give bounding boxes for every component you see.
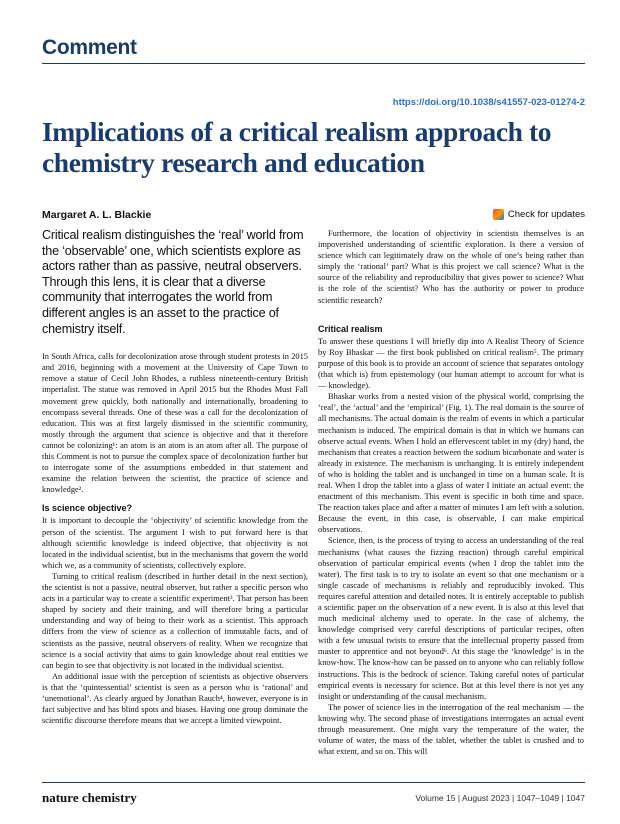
article-title: Implications of a critical realism approach to chemistry research and education [42, 116, 552, 178]
header-rule [42, 63, 585, 64]
journal-name: nature chemistry [42, 790, 137, 805]
body-paragraph: To answer these questions I will briefly dip into A Realist Theory of Science by Roy Bhaskar — the first book published on critical realism⁵. The primary purpose of this book is to provide an account of science that separates ontology (that which is) from epistemology (our human attempt to account for what is — knowledge). [318, 336, 584, 391]
section-heading: Critical realism [318, 323, 383, 334]
footer-rule [42, 782, 585, 783]
right-column [318, 228, 584, 757]
doi-link[interactable]: https://doi.org/10.1038/s41557-023-01274-2 [392, 97, 585, 108]
body-paragraph: Science, then, is the process of trying to access an understanding of the real mechanisms (what causes the fizzing reaction) through careful empirical observation of particular empirical events (when I drop the tablet into the water). The first task is to try to isolate an event so that one mechanism or a single cascade of mechanisms is reliably and reproducibly invoked. This requires careful attention and detailed notes. It is entirely acceptable to publish a scientific paper on the observation of a new event. It is also at this level that much medicinal alchemy used to operate. In the case of alchemy, the knowledge comprised very careful descriptions of particular recipes, often with a few unusual twists to ensure that the intellectual property passed from master to apprentice and not beyond⁶. At this stage the ‘knowledge’ is in the know-how. The know-how can be passed on to anyone who can reliably follow instructions. This is the bedrock of science. Taking careful notes of particular empirical events is necessary for science. But at this level there is not yet any insight or understanding of the causal mechanism. [318, 536, 584, 701]
body-paragraph: Turning to critical realism (described in further detail in the next section), the scientist is not a passive, neutral observer, but rather a specific person who acts in a particular way to create a scientific experiment³. That person has been shaped by society and their training, and will therefore bring a particular understanding and way of being to their work as a scientist. This approach differs from the view of science as a collection of immutable facts, and of scientists as the passive, neutral observers of reality. When we recognize that science is a social activity that aims to gain knowledge about real entities we can begin to see that objectivity is not located in the individual scientist. [42, 571, 308, 670]
left-column [42, 228, 308, 726]
body-paragraph: The power of science lies in the interrogation of the real mechanism — the knowing why. The second phase of investigations interrogates an actual event through measurement. One might vary the temperature of the water, the volume of water, the mass of the tablet, whether the tablet is crushed and to what extent, and so on. This will [318, 702, 584, 757]
intro-paragraph: In South Africa, calls for decolonization arose through student protests in 2015 and 2016, beginning with a movement at the University of Cape Town to remove a statue of Cecil John Rhodes, a ruthless nineteenth-century British imperialist. The statue was removed in April 2015 but the Rhodes Must Fall movement grew quickly, both nationally and internationally, broadening to encompass several threads. One of these was a call for the decolonization of education. This was at first largely dismissed in the scientific community, mostly through the argument that science is objective and that it therefore cannot be colonizing¹: an atom is an atom is an atom after all. The purpose of this Comment is not to pursue the complex space of decolonization further but to interrogate some of the assumptions embedded in that statement and examine the relation between the scientist, the practice of science and knowledge². [42, 352, 308, 495]
check-updates-button[interactable] [493, 209, 585, 220]
section-heading: Is science objective? [42, 503, 133, 514]
check-updates-label: Check for updates [507, 209, 585, 220]
issue-info: Volume 15 | August 2023 | 1047–1049 | 1047 [415, 793, 585, 803]
standfirst: Critical realism distinguishes the ‘real’ world from the ‘observable’ one, which scientists explore as actors rather than as passive, neutral observers. Through this lens, it is clear that a diverse community that interrogates the world from different angles is an asset to the practice of chemistry itself. [42, 228, 304, 336]
body-paragraph: It is important to decouple the ‘objectivity’ of scientific knowledge from the person of the scientist. The argument I wish to put forward here is that although scientific knowledge is indeed objective, that objectivity is not located in the individual scientist, but in the mechanisms that govern the world which we, as a community of scientists, collectively explore. [42, 516, 308, 570]
body-paragraph: Furthermore, the location of objectivity in scientists themselves is an impoverished understanding of scientific exploration. Is there a version of science which can legitimately draw on the whole of one’s being rather than simply the ‘rational’ part? What is this project we call science? What is the source of the reliability and reproducibility that gives power to science? What is the role of the scientist? Who has the authority or power to produce scientific research? [318, 229, 584, 305]
header-bar [42, 36, 585, 60]
body-paragraph: Bhaskar works from a nested vision of the physical world, comprising the ‘real’, the ‘actual’ and the ‘empirical’ (Fig. 1). The real domain is the source of all mechanisms. The actual domain is the realm of events in which a particular mechanism is induced. The empirical domain is that in which we humans can observe actual events. When I hold an effervescent tablet in my (dry) hand, the mechanism that creates a reaction between the sodium bicarbonate and water is already in existence. The mechanism is unchanging. It is entirely independent of who is holding the tablet and is unchanged in time on a human scale. It is real. When I drop the tablet into a glass of water I initiate an actual event: the enactment of this mechanism. This event is specific in both time and space. The reaction takes place and after a matter of minutes I am left with a solution. Because the event, in this case, is observable, I can make empirical observations. [318, 392, 584, 535]
section-label: Comment [42, 36, 137, 59]
body-paragraph: An additional issue with the perception of scientists as objective observers is that the ‘quintessential’ scientist is seen as a person who is ‘rational’ and ‘unemotional’. As clearly argued by Jonathan Rauch⁴, however, everyone is in fact subjective and has blind spots and biases. Having one group dominate the scientific discourse therefore means that we accept a limited viewpoint. [42, 671, 308, 726]
author-name[interactable]: Margaret A. L. Blackie [42, 209, 152, 221]
footer [42, 790, 585, 806]
check-updates-icon [493, 209, 504, 220]
